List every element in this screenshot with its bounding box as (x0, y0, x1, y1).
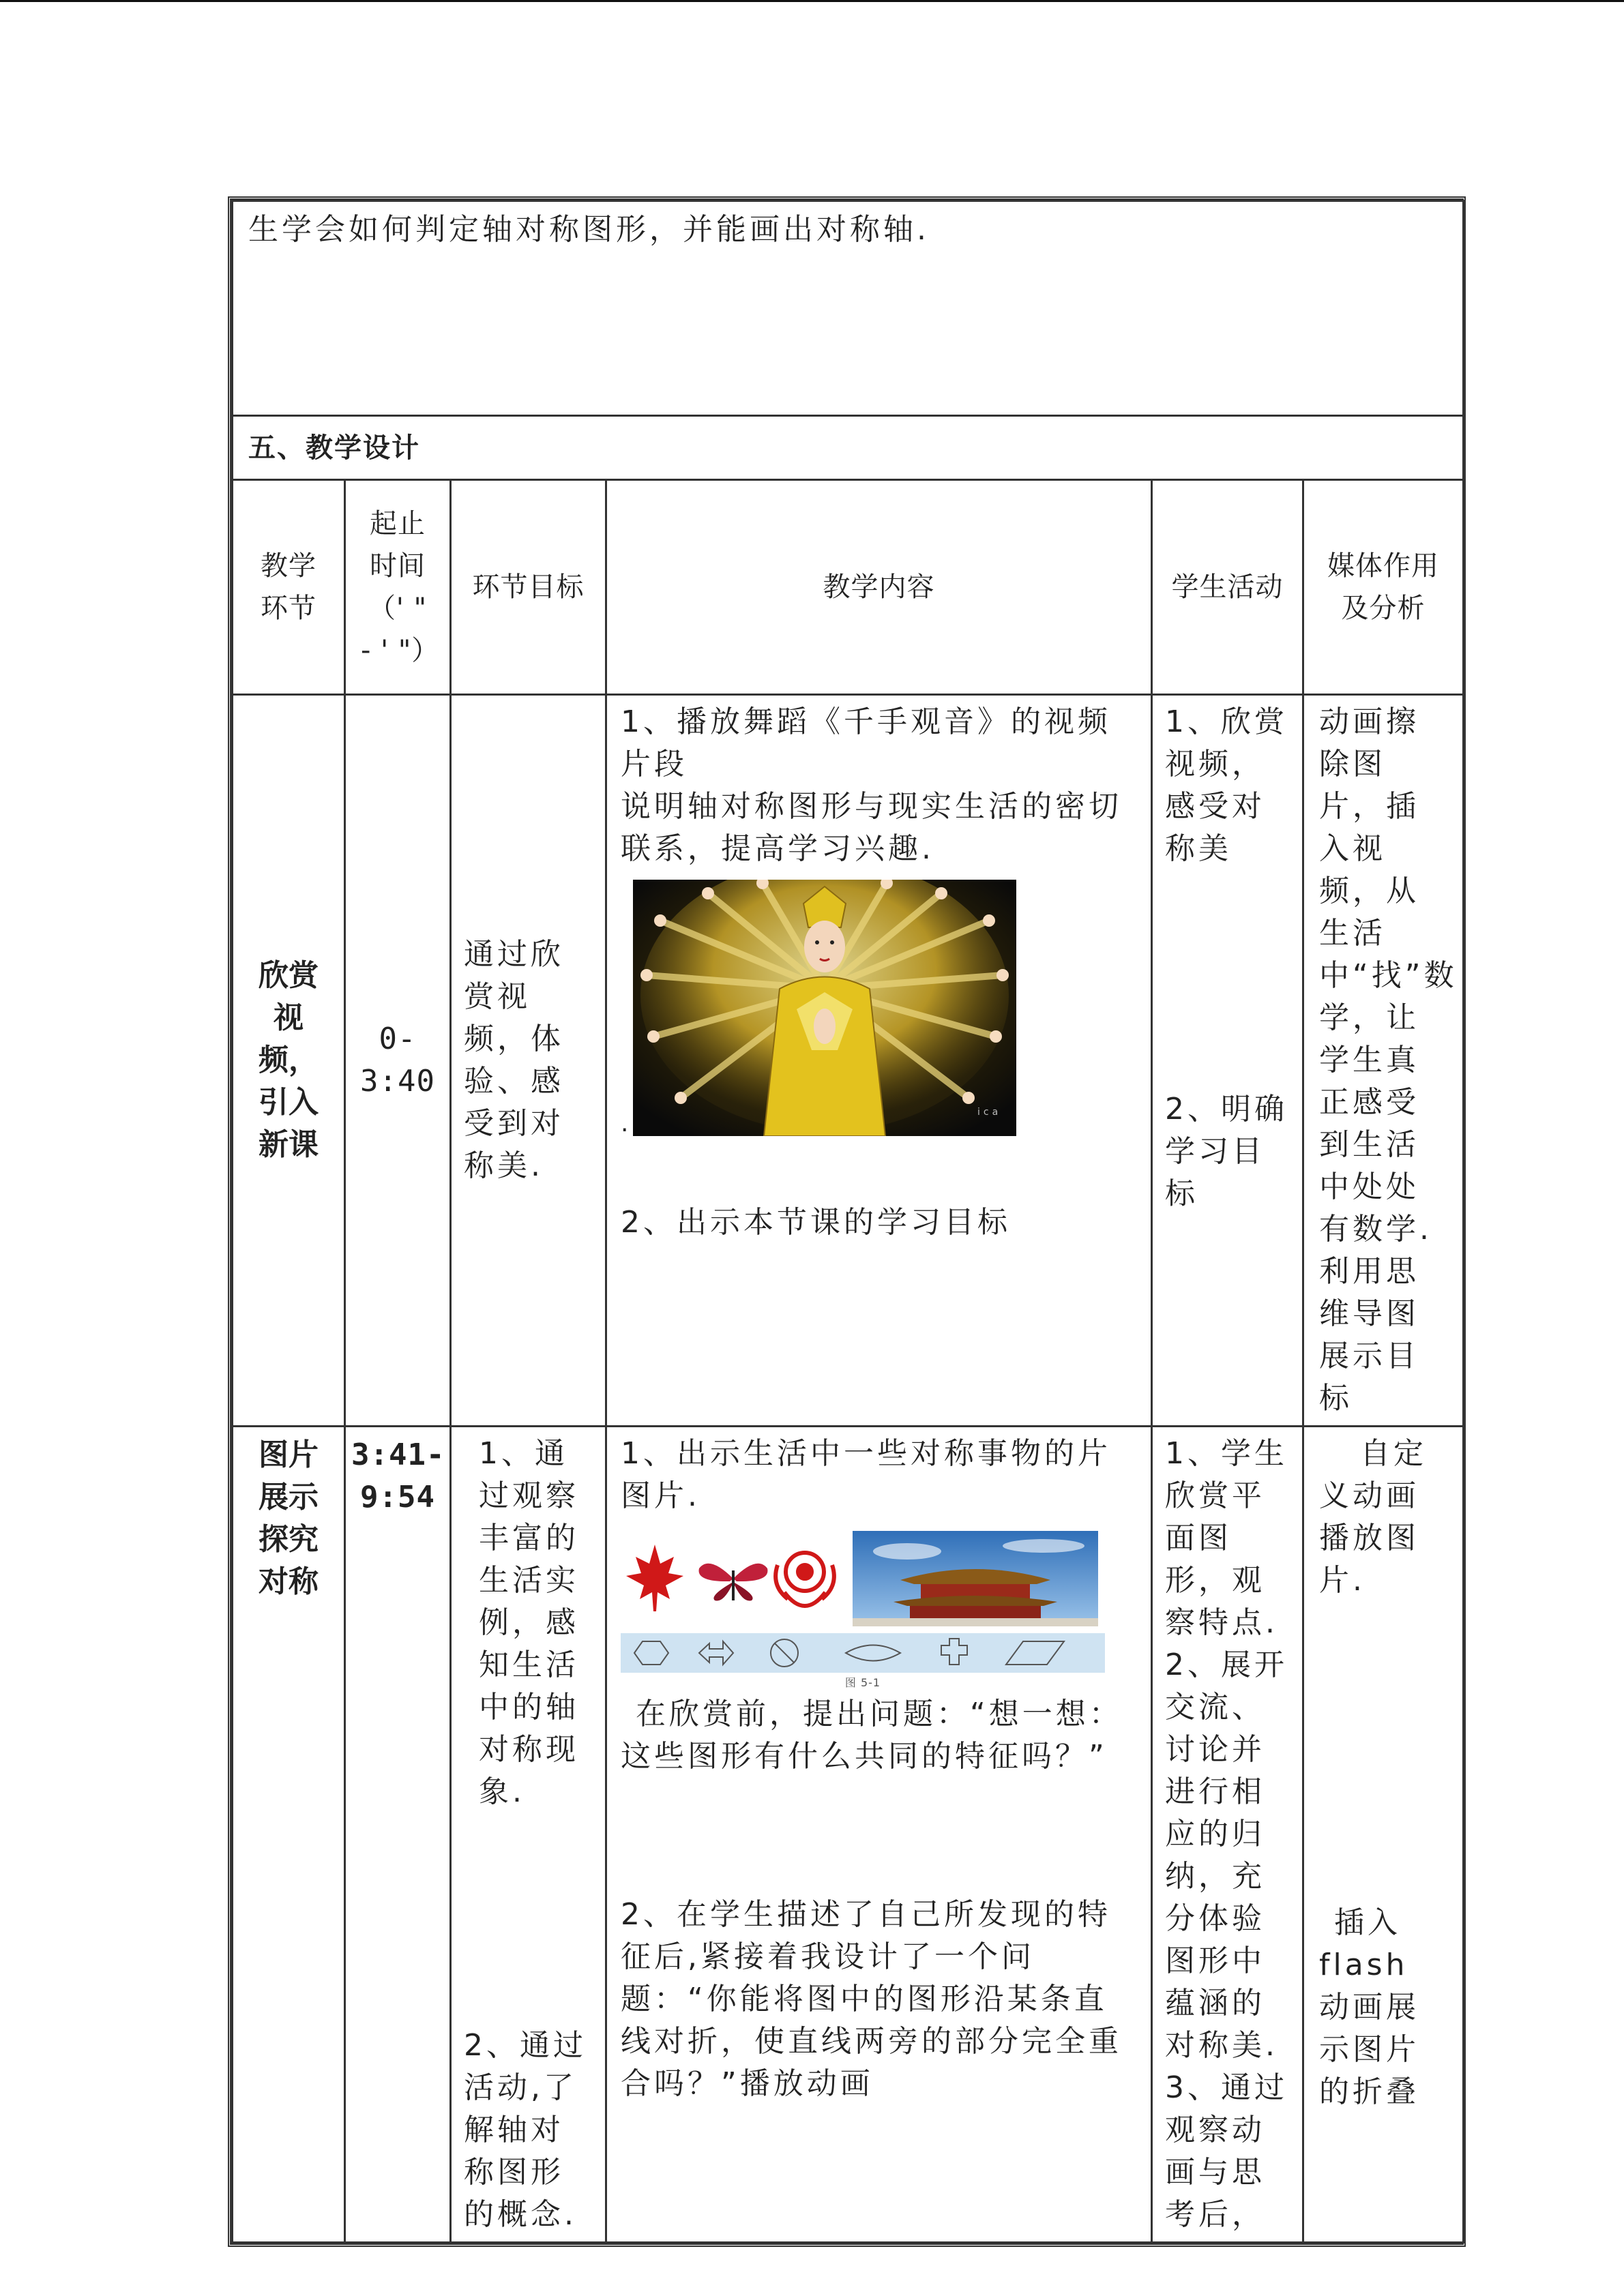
header-media: 媒体作用及分析 (1303, 480, 1464, 695)
row2-stage: 图片展示探究对称 (233, 1427, 345, 2243)
row1-activity-step1: 1、欣赏视频，感受对称美 (1165, 704, 1288, 866)
row-pictures (233, 1427, 1464, 2243)
section-title: 五、教学设计 (233, 416, 1464, 480)
parallelogram-icon (1006, 1641, 1064, 1665)
row1-time: 0-3:40 (345, 695, 451, 1427)
header-activity: 学生活动 (1152, 480, 1303, 695)
row1-stage: 欣赏视频，引入新课 (233, 695, 345, 1427)
paper-cut-icon (776, 1553, 834, 1606)
thousand-hand-dance-photo (633, 880, 1016, 1136)
row2-content-step2: 2、在学生描述了自己所发现的特征后,紧接着我设计了一个问题：“你能将图中的图形沿某条直线对折，使直线两旁的部分完全重合吗？”播放动画 (621, 1897, 1122, 2101)
section-row (233, 416, 1464, 480)
header-row (233, 480, 1464, 695)
row2-content-step1: 1、出示生活中一些对称事物的片图片. (621, 1436, 1111, 1513)
eye-shape-icon (846, 1645, 900, 1661)
symmetric-objects-row (621, 1531, 853, 1626)
page-top-rule (0, 0, 1624, 2)
figure-caption: 图 5-1 (844, 1676, 881, 1689)
intro-text: 生学会如何判定轴对称图形，并能画出对称轴. (248, 212, 930, 247)
header-time: 起止时间（' " - ' "） (345, 480, 451, 695)
row2-media (1303, 1427, 1464, 2243)
row2-content (606, 1427, 1152, 2243)
row1-goal: 通过欣赏视频，体验、感受到对称美. (451, 695, 606, 1427)
design-table (231, 200, 1464, 2243)
intro-cell (233, 201, 1464, 416)
symmetric-objects-illustration (621, 1531, 853, 1626)
row2-activity: 1、学生欣赏平面图形，观察特点. 2、展开交流、讨论并进行相应的归纳，充分体验图形中蕴涵的对称美. 3、通过观察动画与思考后， (1152, 1427, 1303, 2243)
row1-activity (1152, 695, 1303, 1427)
row1-content-desc: 说明轴对称图形与现实生活的密切联系，提高学习兴趣. (621, 789, 1122, 866)
symmetry-figure (621, 1531, 1105, 1690)
shapes-illustration (621, 1633, 1105, 1673)
svg-text:ica: ica (977, 1107, 1002, 1118)
row2-goal-step1: 1、通过观察丰富的生活实例，感知生活中的轴对称现象. (479, 1436, 579, 1809)
row1-content (606, 695, 1152, 1427)
geometric-shapes-strip (621, 1633, 1105, 1673)
row1-content-step2: 2、出示本节课的学习目标 (621, 1205, 1011, 1240)
row1-content-step1: 1、播放舞蹈《千手观音》的视频片段 (621, 704, 1111, 781)
cross-shape-icon (941, 1639, 967, 1665)
butterfly-icon (699, 1564, 768, 1601)
row2-media-note2: 插入 flash 动画展示图片的折叠 (1319, 1905, 1419, 2109)
row2-media-note1: 自定义动画播放图片. (1319, 1436, 1427, 1598)
row2-time: 3:41-9:54 (345, 1427, 451, 2243)
header-content: 教学内容 (606, 480, 1152, 695)
maple-leaf-icon (626, 1545, 683, 1611)
row1-activity-step2: 2、明确学习目标 (1165, 1092, 1288, 1211)
dance-photo-illustration (633, 880, 1016, 1136)
double-arrow-icon (699, 1641, 733, 1665)
row-video (233, 695, 1464, 1427)
header-stage: 教学环节 (233, 480, 345, 695)
row2-content-question: 在欣赏前，提出问题：“想一想：这些图形有什么共同的特征吗？” (621, 1697, 1123, 1774)
palace-illustration (853, 1531, 1098, 1626)
row1-media: 动画擦除图片，插入视频，从生活中“找”数学，让学生真正感受到生活中处处有数学. 利用思维导图展示目标 (1303, 695, 1464, 1427)
hexagon-icon (634, 1641, 668, 1665)
row2-goal (451, 1427, 606, 2243)
lesson-plan-table (228, 196, 1466, 2247)
header-goal: 环节目标 (451, 480, 606, 695)
row1-dot: . (621, 1109, 632, 1137)
palace-photo (853, 1531, 1098, 1626)
intro-row (233, 201, 1464, 416)
row2-goal-step2: 2、通过活动,了解轴对称图形的概念. (464, 2028, 587, 2232)
